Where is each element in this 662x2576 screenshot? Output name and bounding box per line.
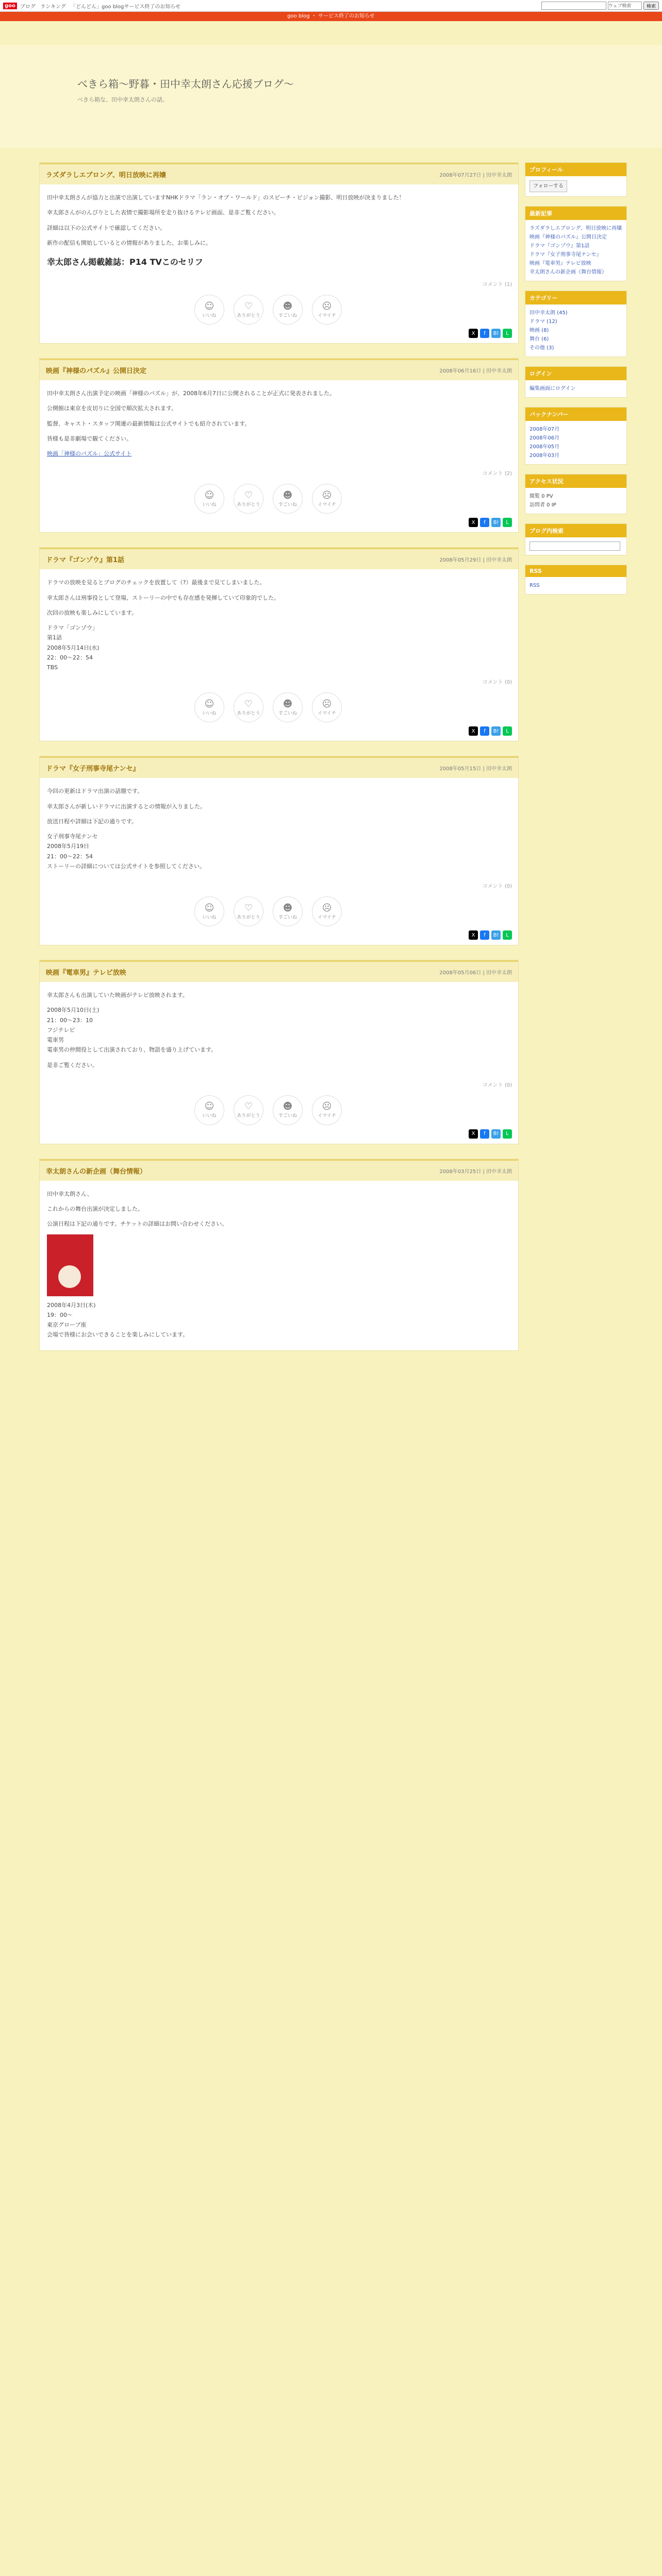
- line-share-icon[interactable]: L: [503, 930, 512, 940]
- comment-link[interactable]: コメント (1): [482, 282, 512, 287]
- line-share-icon[interactable]: L: [503, 518, 512, 527]
- category-link[interactable]: ドラマ (12): [529, 319, 557, 325]
- reaction-label: いいね: [202, 502, 217, 507]
- reaction-label: すごいね: [278, 1113, 297, 1119]
- info-line: 19：00～: [47, 1311, 73, 1318]
- smile-icon: ☺: [204, 698, 214, 709]
- reaction-label: イマイチ: [318, 1113, 336, 1119]
- reaction-thanks-button[interactable]: [234, 692, 263, 722]
- blog-entry: [39, 1159, 519, 1351]
- entry-title[interactable]: ラズダラしエブロング、明日放映に再嬢: [46, 172, 166, 179]
- reaction-label: すごいね: [278, 914, 297, 920]
- sad-face-icon: ☹: [322, 1101, 332, 1112]
- widget-title: アクセス状況: [525, 474, 626, 488]
- smile-icon: ☺: [204, 300, 214, 312]
- comment-link[interactable]: コメント (0): [482, 680, 512, 686]
- entry-date: 2008年06月16日 | 田中幸太朗: [439, 368, 512, 374]
- entry-paragraph: これからの舞台出演が決定しました。: [47, 1206, 143, 1212]
- info-line: 女子刑事寺尾ナンセ: [47, 833, 98, 840]
- widget-title: カテゴリー: [525, 291, 626, 304]
- entry-paragraph: 次回の放映も楽しみにしています。: [47, 609, 138, 616]
- reaction-label: いいね: [202, 914, 217, 920]
- backnumber-link[interactable]: 2008年06月: [529, 435, 560, 441]
- reaction-buttons: [40, 480, 518, 518]
- entry-title[interactable]: 幸太朗さんの新企画（舞台情報）: [46, 1167, 147, 1176]
- comment-link[interactable]: コメント (0): [482, 884, 512, 889]
- share-buttons: [40, 518, 518, 532]
- x-share-icon[interactable]: X: [469, 1129, 478, 1139]
- entry-paragraph: 会場で皆様にお会いできることを楽しみにしています。: [47, 1331, 189, 1338]
- reaction-label: ありがとう: [237, 1113, 260, 1119]
- rss-widget: [525, 565, 627, 595]
- entry-paragraph: 監督、キャスト・スタッフ関連の最新情報は公式サイトでも紹介されています。: [47, 420, 251, 427]
- recent-entry-link[interactable]: 幸太朗さんの新企画（舞台情報）: [529, 269, 607, 275]
- entry-title[interactable]: 映画『電車男』テレビ放映: [46, 969, 126, 977]
- reaction-great-button[interactable]: [273, 692, 303, 722]
- category-link[interactable]: 映画 (8): [529, 328, 549, 333]
- reaction-meh-button[interactable]: [312, 692, 342, 722]
- heart-icon: ♡: [244, 300, 253, 312]
- line-share-icon[interactable]: L: [503, 1129, 512, 1139]
- toolbar-search-input[interactable]: [541, 2, 606, 10]
- entry-date: 2008年05月29日 | 田中幸太朗: [439, 557, 512, 564]
- reaction-meh-button[interactable]: [312, 484, 342, 514]
- follow-button[interactable]: フォローする: [529, 180, 567, 192]
- facebook-share-icon[interactable]: f: [480, 1129, 489, 1139]
- entry-paragraph: 田中幸太朗さんが協力と出演で出演していますNHKドラマ「ラン・オブ・ワールド」のスピーチ・ビジョン撮影、明日放映が決まりました！: [47, 194, 405, 201]
- toolbar-link-notice[interactable]: 「どんどん」goo blogサービス終了のお知らせ: [70, 4, 181, 10]
- info-line: 2008年5月14日(水): [47, 644, 100, 651]
- official-site-link[interactable]: 映画「神様のパズル」公式サイト: [47, 450, 132, 457]
- category-link[interactable]: その他 (3): [529, 345, 554, 351]
- share-buttons: [40, 930, 518, 945]
- recent-entry-link[interactable]: ドラマ『ゴンゾウ』第1話: [529, 243, 590, 249]
- reaction-buttons: [40, 892, 518, 930]
- face-icon: ☻: [283, 902, 293, 913]
- reaction-label: ありがとう: [237, 502, 260, 507]
- smile-icon: ☺: [204, 902, 214, 913]
- main-column: [39, 162, 519, 1365]
- reaction-like-button[interactable]: [194, 692, 224, 722]
- face-icon: ☻: [283, 489, 293, 501]
- blog-header: [0, 45, 662, 148]
- entry-paragraph: 今回の更新はドラマ出演の話題です。: [47, 788, 143, 795]
- hatena-share-icon[interactable]: B!: [491, 726, 501, 736]
- reaction-label: すごいね: [278, 502, 297, 507]
- goo-toolbar: [0, 0, 662, 12]
- line-share-icon[interactable]: L: [503, 329, 512, 338]
- reaction-like-button[interactable]: [194, 1095, 224, 1125]
- blog-entry: [39, 162, 519, 344]
- reaction-like-button[interactable]: [194, 896, 224, 926]
- entry-date: 2008年07月27日 | 田中幸太朗: [439, 173, 512, 178]
- entry-date: 2008年05月15日 | 田中幸太朗: [439, 766, 512, 772]
- face-icon: ☻: [283, 1101, 293, 1112]
- entry-paragraph: 皆様も是非劇場で観てください。: [47, 435, 132, 442]
- access-count: 訪問者 0 IP: [529, 502, 556, 508]
- reaction-label: ありがとう: [237, 313, 260, 318]
- smile-icon: ☺: [204, 1101, 214, 1112]
- entry-paragraph: 幸太郎さんが新しいドラマに出演するとの情報が入りました。: [47, 803, 206, 810]
- reaction-thanks-button[interactable]: [234, 484, 263, 514]
- category-link[interactable]: 田中幸太朗 (45): [529, 310, 568, 316]
- reaction-label: イマイチ: [318, 502, 336, 507]
- reaction-label: イマイチ: [318, 914, 336, 920]
- comment-link[interactable]: コメント (0): [482, 1082, 512, 1088]
- share-buttons: [40, 1129, 518, 1144]
- share-buttons: [40, 329, 518, 343]
- entry-title[interactable]: ドラマ『ゴンゾウ』第1話: [46, 556, 125, 565]
- smile-icon: ☺: [204, 489, 214, 501]
- entry-paragraph: 電車男の仲間役として出演されており、物語を盛り上げています。: [47, 1046, 217, 1054]
- entry-paragraph: 公開館は東京を皮切りに全国で順次拡大されます。: [47, 405, 177, 412]
- entry-paragraph: 幸太郎さんがのんびりとした表情で撮影場所を走り抜けるテレビ画面、是非ご覧ください。: [47, 209, 279, 216]
- login-widget: [525, 366, 627, 398]
- info-line: TBS: [47, 664, 58, 671]
- widget-title: プロフィール: [525, 163, 626, 176]
- profile-widget: [525, 162, 627, 197]
- heart-icon: ♡: [244, 698, 253, 709]
- facebook-share-icon[interactable]: f: [480, 726, 489, 736]
- broadcast-info: [47, 1005, 511, 1045]
- entry-paragraph: 幸太郎さんも出演していた映画がテレビ放映されます。: [47, 992, 188, 998]
- reaction-meh-button[interactable]: [312, 896, 342, 926]
- toolbar-link-ranking[interactable]: ランキング: [40, 4, 66, 10]
- goo-logo[interactable]: goo: [3, 3, 17, 9]
- login-link[interactable]: 編集画面にログイン: [529, 386, 576, 392]
- widget-title: バックナンバー: [525, 408, 626, 421]
- backnumber-link[interactable]: 2008年07月: [529, 427, 560, 432]
- stage-info: [47, 1300, 511, 1330]
- x-share-icon[interactable]: X: [469, 518, 478, 527]
- entry-paragraph: 詳細は以下の公式サイトで確認してください。: [47, 224, 166, 231]
- access-widget: [525, 474, 627, 514]
- entry-paragraph: 放送日程や詳細は下記の通りです。: [47, 818, 138, 825]
- blog-description: べきら箱な、田中幸太朗さんの話。: [77, 96, 168, 103]
- info-line: 2008年5月19日: [47, 843, 89, 850]
- backnumber-widget: [525, 407, 627, 465]
- sad-face-icon: ☹: [322, 300, 332, 312]
- widget-title: ログイン: [525, 367, 626, 380]
- info-line: 21：00～22：54: [47, 853, 93, 860]
- heart-icon: ♡: [244, 1101, 253, 1112]
- blog-entry: [39, 960, 519, 1144]
- entry-paragraph: 幸太郎さんは刑事役として登場、ストーリーの中でも存在感を発揮していて印象的でした。: [47, 594, 279, 601]
- entry-title[interactable]: ドラマ『女子刑事寺尾ナンセ』: [46, 765, 140, 773]
- info-line: フジテレビ: [47, 1026, 75, 1033]
- toolbar-link-blog[interactable]: ブログ: [20, 4, 36, 10]
- hatena-share-icon[interactable]: B!: [491, 518, 501, 527]
- facebook-share-icon[interactable]: f: [480, 329, 489, 338]
- facebook-share-icon[interactable]: f: [480, 518, 489, 527]
- widget-title: RSS: [525, 565, 626, 577]
- info-line: 東京グローブ座: [47, 1321, 87, 1328]
- reaction-buttons: [40, 1091, 518, 1129]
- entry-paragraph: ストーリーの詳細については公式サイトを参照してください。: [47, 862, 206, 870]
- reaction-label: イマイチ: [318, 313, 336, 318]
- reaction-label: すごいね: [278, 710, 297, 716]
- backnumber-link[interactable]: 2008年05月: [529, 444, 560, 450]
- broadcast-info: [47, 623, 511, 672]
- recent-entry-link[interactable]: ドラマ『女子刑事寺尾ナンセ』: [529, 252, 602, 258]
- facebook-share-icon[interactable]: f: [480, 930, 489, 940]
- hatena-share-icon[interactable]: B!: [491, 930, 501, 940]
- service-end-banner[interactable]: goo blog ・ サービス終了のお知らせ: [0, 12, 662, 21]
- info-line: 2008年5月10日(土): [47, 1007, 100, 1014]
- recent-entry-link[interactable]: 映画『電車男』テレビ放映: [529, 261, 591, 266]
- reaction-thanks-button[interactable]: [234, 295, 263, 325]
- dvd-cover-image[interactable]: [47, 1234, 93, 1296]
- reaction-like-button[interactable]: [194, 295, 224, 325]
- x-share-icon[interactable]: X: [469, 726, 478, 736]
- entry-paragraph: 田中幸太朗さん、: [47, 1190, 93, 1197]
- reaction-label: イマイチ: [318, 710, 336, 716]
- heart-icon: ♡: [244, 489, 253, 501]
- share-buttons: [40, 726, 518, 741]
- reaction-great-button[interactable]: [273, 1095, 303, 1125]
- info-line: 2008年4月3日(木): [47, 1301, 96, 1309]
- reaction-label: いいね: [202, 710, 217, 716]
- reaction-buttons: [40, 688, 518, 726]
- sidebar: [525, 162, 627, 1365]
- reaction-buttons: [40, 291, 518, 329]
- line-share-icon[interactable]: L: [503, 726, 512, 736]
- rss-icon[interactable]: RSS: [529, 583, 540, 588]
- reaction-label: ありがとう: [237, 914, 260, 920]
- x-share-icon[interactable]: X: [469, 930, 478, 940]
- blog-entry: [39, 547, 519, 741]
- category-link[interactable]: 舞台 (6): [529, 336, 549, 342]
- reaction-label: いいね: [202, 313, 217, 318]
- blog-title[interactable]: べきら箱～野暮・田中幸太朗さん応援ブログ～: [77, 78, 294, 90]
- sad-face-icon: ☹: [322, 698, 332, 709]
- entry-paragraph: 公演日程は下記の通りです。チケットの詳細はお問い合わせください。: [47, 1221, 228, 1228]
- toolbar-search-button[interactable]: 検索: [643, 2, 659, 10]
- reaction-thanks-button[interactable]: [234, 1095, 263, 1125]
- recent-entries-widget: [525, 206, 627, 281]
- info-line: 電車男: [47, 1037, 64, 1043]
- x-share-icon[interactable]: X: [469, 329, 478, 338]
- toolbar-search-select[interactable]: ウェブ検索: [608, 2, 642, 10]
- reaction-label: ありがとう: [237, 710, 260, 716]
- recent-entry-link[interactable]: ラズダラしエブロング、明日放映に再嬢: [529, 226, 622, 231]
- backnumber-link[interactable]: 2008年03月: [529, 453, 560, 459]
- info-line: 21：00～23：10: [47, 1016, 93, 1024]
- entry-paragraph: 是非ご覧ください。: [47, 1061, 98, 1069]
- entry-subtitle: 幸太郎さん掲載雑誌：P14 TVこのセリフ: [47, 257, 203, 267]
- recent-entry-link[interactable]: 映画『神様のパズル』公開日決定: [529, 234, 607, 240]
- comment-link[interactable]: コメント (2): [482, 471, 512, 477]
- sad-face-icon: ☹: [322, 902, 332, 913]
- info-line: 第1話: [47, 634, 62, 641]
- entry-title[interactable]: 映画『神様のパズル』公開日決定: [46, 367, 147, 375]
- widget-title: ブログ内検索: [525, 524, 626, 537]
- entry-paragraph: 新作の配信も開始しているとの情報がありました、お楽しみに。: [47, 239, 211, 246]
- entry-paragraph: 田中幸太朗さん出演予定の映画「神様のパズル」が、2008年6月7日に公開されることが正式に発表されました。: [47, 390, 335, 397]
- reaction-great-button[interactable]: [273, 896, 303, 926]
- reaction-label: いいね: [202, 1113, 217, 1119]
- blog-entry: [39, 756, 519, 945]
- heart-icon: ♡: [244, 902, 253, 913]
- info-line: ドラマ「ゴンゾウ」: [47, 624, 98, 631]
- hatena-share-icon[interactable]: B!: [491, 1129, 501, 1139]
- access-count: 閲覧 0 PV: [529, 494, 553, 499]
- sad-face-icon: ☹: [322, 489, 332, 501]
- broadcast-info: [47, 832, 511, 861]
- reaction-great-button[interactable]: [273, 484, 303, 514]
- entry-date: 2008年05月06日 | 田中幸太朗: [439, 970, 512, 976]
- category-widget: [525, 291, 627, 357]
- blog-entry: [39, 358, 519, 533]
- reaction-great-button[interactable]: [273, 295, 303, 325]
- blog-search-widget: [525, 523, 627, 555]
- hatena-share-icon[interactable]: B!: [491, 329, 501, 338]
- widget-title: 最新記事: [525, 207, 626, 220]
- reaction-meh-button[interactable]: [312, 1095, 342, 1125]
- reaction-thanks-button[interactable]: [234, 896, 263, 926]
- face-icon: ☻: [283, 300, 293, 312]
- entry-date: 2008年03月25日 | 田中幸太朗: [439, 1168, 512, 1175]
- reaction-meh-button[interactable]: [312, 295, 342, 325]
- face-icon: ☻: [283, 698, 293, 709]
- entry-paragraph: ドラマの放映を見るとブログのチェックを放置して（?）最後まで見てしまいました。: [47, 579, 266, 586]
- blog-search-input[interactable]: [529, 541, 620, 551]
- info-line: 22：00～22：54: [47, 654, 93, 661]
- reaction-like-button[interactable]: [194, 484, 224, 514]
- reaction-label: すごいね: [278, 313, 297, 318]
